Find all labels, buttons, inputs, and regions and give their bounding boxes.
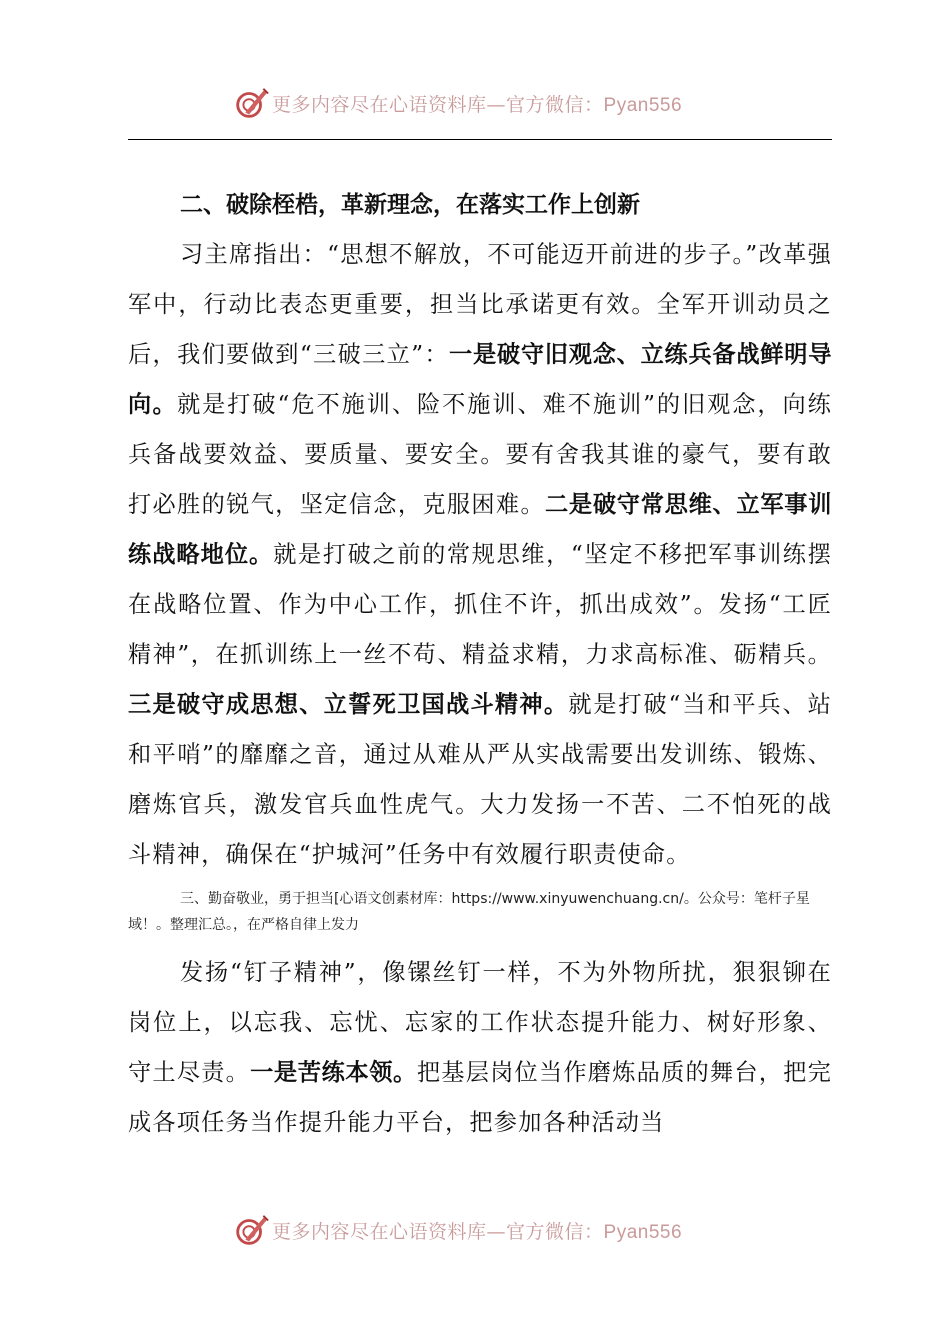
para1-text-2: 就是打破“危不施训、险不施训、难不施训”的旧观念，向练兵备战要效益、要质量、要安全。要有舍我其谁的豪气，要有敢打必胜的锐气，坚定信念，克服困难。: [128, 391, 833, 518]
pen-logo-icon: [232, 84, 270, 122]
watermark-wechat-id: Pyan556: [603, 95, 683, 116]
pen-logo-icon: [232, 1211, 270, 1249]
para2-text-1: 发扬“钉子精神”，像镙丝钉一样，不为外物所扰，狠狠铆在岗位上，以忘我、忘忧、忘家的工作状态提升能力、树好形象、守土尽责。: [128, 959, 832, 1086]
document-body: [128, 180, 832, 1148]
para1-text-3: 就是打破之前的常规思维，“坚定不移把军事训练摆在战略位置、作为中心工作，抓住不许，抓出成效”。发扬“工匠精神”，在抓训练上一丝不苟、精益求精，力求高标准、砺精兵。: [128, 541, 832, 668]
para1-bold-2: 二是破守常思维、立军事训练战略地位。: [128, 491, 833, 568]
section-heading: 二、破除桎梏，革新理念，在落实工作上创新: [180, 192, 640, 218]
header-rule: [128, 139, 832, 140]
watermark-header: [0, 80, 950, 126]
para1-text-1: 习主席指出：“思想不解放，不可能迈开前进的步子。”改革强军中，行动比表态更重要，担当比承诺更有效。全军开训动员之后，我们要做到“三破三立”：: [128, 241, 832, 368]
watermark-footer: [0, 1207, 950, 1253]
watermark-wechat-id: Pyan556: [603, 1222, 683, 1243]
para2-text-2: 把基层岗位当作磨炼品质的舞台，把完成各项任务当作提升能力平台，把参加各种活动当: [128, 1059, 832, 1136]
para1-bold-3: 三是破守成思想、立誓死卫国战斗精神。: [128, 691, 569, 718]
paragraph-2: [128, 948, 832, 1148]
para1-text-4: 就是打破“当和平兵、站和平哨”的靡靡之音，通过从难从严从实战需要出发训练、锻炼、磨炼官兵，激发官兵血性虎气。大力发扬一不苦、二不怕死的战斗精神，确保在“护城河”任务中有效履行职责使命。: [128, 691, 832, 868]
section-heading-small: 三、勤奋敬业，勇于担当[心语文创素材库：https://www.xinyuwenchuang.cn/。公众号：笔杆子星域！。整理汇总。，在严格自律上发力: [128, 891, 810, 933]
paragraph-1: [128, 230, 832, 880]
watermark-text: 更多内容尽在心语资料库—官方微信：Pyan556: [272, 1221, 683, 1243]
para2-bold-1: 一是苦练本领。: [250, 1059, 417, 1086]
watermark-text: 更多内容尽在心语资料库—官方微信：Pyan556: [272, 94, 683, 116]
para1-bold-1: 一是破守旧观念、立练兵备战鲜明导向。: [128, 341, 832, 418]
